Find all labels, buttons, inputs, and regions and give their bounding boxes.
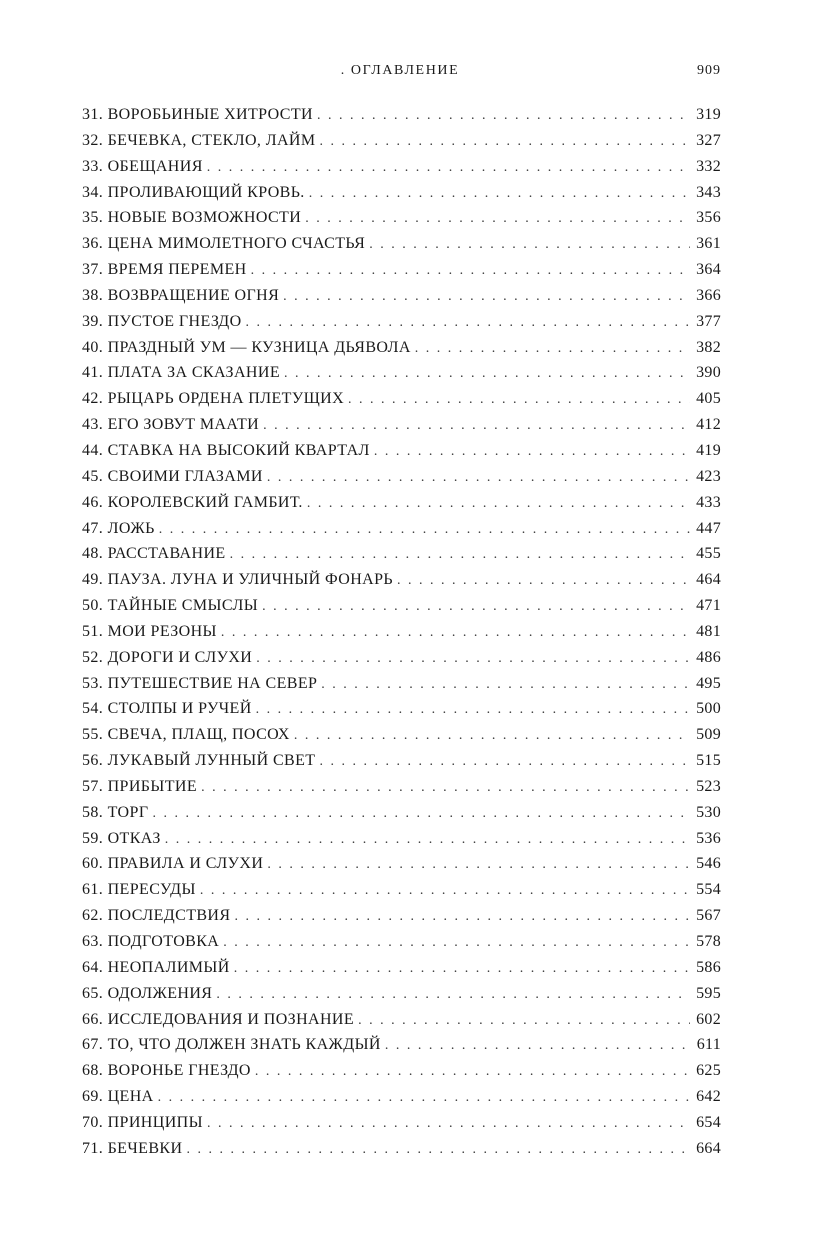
toc-entry[interactable]	[82, 877, 721, 903]
toc-entry[interactable]	[82, 360, 721, 386]
dot-leader	[234, 956, 690, 982]
toc-entry[interactable]	[82, 1032, 721, 1058]
toc-entry[interactable]	[82, 671, 721, 697]
toc-entry-page: 332	[696, 157, 721, 175]
toc-entry-page: 530	[696, 803, 721, 821]
toc-entry-title: 66. ИССЛЕДОВАНИЯ И ПОЗНАНИЕ	[82, 1010, 355, 1028]
toc-entry-page: 642	[696, 1088, 721, 1106]
dot-leader	[207, 155, 690, 181]
toc-entry[interactable]	[82, 800, 721, 826]
dot-leader	[348, 387, 690, 413]
toc-entry[interactable]	[82, 102, 721, 128]
toc-entry-title: 53. ПУТЕШЕСТВИЕ НА СЕВЕР	[82, 674, 318, 692]
toc-entry[interactable]	[82, 128, 721, 154]
toc-entry[interactable]	[82, 386, 721, 412]
page-number: 909	[697, 63, 721, 78]
dot-leader	[234, 904, 690, 930]
toc-entry-page: 664	[696, 1139, 721, 1157]
toc-entry-title: 45. СВОИМИ ГЛАЗАМИ	[82, 467, 263, 485]
toc-entry-title: 63. ПОДГОТОВКА	[82, 933, 220, 950]
toc-entry-page: 366	[696, 286, 721, 304]
dot-leader	[263, 413, 690, 439]
dot-leader	[284, 361, 690, 387]
toc-entry-title: 49. ПАУЗА. ЛУНА И УЛИЧНЫЙ ФОНАРЬ	[82, 571, 394, 589]
dot-leader	[267, 852, 690, 878]
dot-leader	[369, 232, 690, 258]
toc-entry-page: 486	[696, 648, 721, 666]
toc-entry[interactable]	[82, 1110, 721, 1136]
toc-entry-page: 625	[696, 1062, 721, 1080]
toc-entry-title: 36. ЦЕНА МИМОЛЕТНОГО СЧАСТЬЯ	[82, 235, 366, 253]
dot-leader	[221, 620, 690, 646]
dot-leader	[267, 465, 690, 491]
toc-entry[interactable]	[82, 1136, 721, 1162]
dot-leader	[255, 1059, 690, 1085]
toc-entry[interactable]	[82, 412, 721, 438]
toc-entry-title: 61. ПЕРЕСУДЫ	[82, 881, 196, 899]
dot-leader	[165, 827, 690, 853]
dot-leader	[397, 568, 690, 594]
toc-entry[interactable]	[82, 464, 721, 490]
toc-entry[interactable]	[82, 180, 721, 206]
dot-leader	[309, 181, 690, 207]
toc-entry[interactable]	[82, 722, 721, 748]
toc-entry[interactable]	[82, 1084, 721, 1110]
dot-leader	[223, 930, 690, 956]
dot-leader	[262, 594, 690, 620]
toc-entry-page: 423	[696, 467, 721, 485]
table-of-contents	[82, 102, 721, 1162]
toc-entry-title: 35. НОВЫЕ ВОЗМОЖНОСТИ	[82, 209, 302, 227]
toc-entry-title: 43. ЕГО ЗОВУТ МААТИ	[82, 416, 260, 434]
toc-entry-page: 602	[696, 1010, 721, 1028]
dot-leader	[158, 1085, 690, 1111]
dot-leader	[305, 206, 690, 232]
toc-entry-page: 586	[696, 958, 721, 976]
toc-entry-page: 361	[696, 235, 721, 253]
toc-entry[interactable]	[82, 231, 721, 257]
toc-entry[interactable]	[82, 696, 721, 722]
toc-entry-title: 52. ДОРОГИ И СЛУХИ	[82, 648, 253, 666]
dot-leader	[201, 775, 690, 801]
toc-entry[interactable]	[82, 335, 721, 361]
toc-entry-page: 578	[696, 933, 721, 950]
toc-entry-page: 377	[696, 312, 721, 330]
dot-leader	[307, 491, 690, 517]
toc-entry[interactable]	[82, 205, 721, 231]
toc-entry-title: 58. ТОРГ	[82, 803, 149, 821]
toc-entry[interactable]	[82, 309, 721, 335]
toc-entry-page: 515	[696, 752, 721, 770]
toc-entry-title: 31. ВОРОБЬИНЫЕ ХИТРОСТИ	[82, 106, 314, 123]
toc-entry-title: 68. ВОРОНЬЕ ГНЕЗДО	[82, 1062, 251, 1080]
toc-entry-title: 56. ЛУКАВЫЙ ЛУННЫЙ СВЕТ	[82, 752, 316, 770]
toc-entry-page: 356	[696, 209, 721, 227]
toc-entry[interactable]	[82, 1007, 721, 1033]
toc-entry[interactable]	[82, 516, 721, 542]
toc-entry[interactable]	[82, 593, 721, 619]
toc-entry[interactable]	[82, 826, 721, 852]
toc-entry[interactable]	[82, 541, 721, 567]
dot-leader	[415, 336, 690, 362]
toc-entry[interactable]	[82, 619, 721, 645]
dot-leader	[186, 1137, 690, 1163]
toc-entry-page: 405	[696, 390, 721, 408]
toc-entry-page: 471	[696, 597, 721, 615]
toc-entry-page: 364	[696, 261, 721, 279]
toc-entry-page: 546	[696, 855, 721, 873]
dot-leader	[159, 517, 690, 543]
toc-entry-title: 69. ЦЕНА	[82, 1088, 154, 1106]
dot-leader	[246, 310, 691, 336]
toc-entry[interactable]	[82, 154, 721, 180]
toc-entry-title: 46. КОРОЛЕВСКИЙ ГАМБИТ.	[82, 493, 303, 511]
toc-entry-title: 47. ЛОЖЬ	[82, 519, 155, 537]
toc-entry-title: 48. РАССТАВАНИЕ	[82, 545, 226, 563]
toc-entry-page: 412	[696, 416, 721, 434]
toc-entry-title: 65. ОДОЛЖЕНИЯ	[82, 984, 213, 1002]
page-title: . ОГЛАВЛЕНИЕ	[340, 63, 460, 78]
toc-entry-title: 59. ОТКАЗ	[82, 829, 161, 847]
toc-entry[interactable]	[82, 851, 721, 877]
toc-entry-title: 39. ПУСТОЕ ГНЕЗДО	[82, 312, 242, 330]
dot-leader	[358, 1008, 690, 1034]
toc-entry-title: 60. ПРАВИЛА И СЛУХИ	[82, 855, 264, 873]
dot-leader	[317, 103, 690, 129]
toc-entry-page: 319	[696, 106, 721, 123]
toc-entry-page: 536	[696, 829, 721, 847]
toc-entry-page: 500	[696, 700, 721, 718]
toc-entry-page: 595	[696, 984, 721, 1002]
toc-entry-page: 495	[696, 674, 721, 692]
dot-leader	[207, 1111, 690, 1137]
toc-entry-page: 523	[696, 777, 721, 795]
toc-entry[interactable]	[82, 774, 721, 800]
toc-entry-page: 554	[696, 881, 721, 899]
toc-entry-title: 37. ВРЕМЯ ПЕРЕМЕН	[82, 261, 247, 279]
toc-entry-page: 654	[696, 1113, 721, 1131]
dot-leader	[321, 672, 690, 698]
toc-entry-title: 40. ПРАЗДНЫЙ УМ — КУЗНИЦА ДЬЯВОЛА	[82, 338, 411, 356]
toc-entry-page: 327	[696, 131, 721, 149]
dot-leader	[385, 1033, 691, 1059]
toc-entry-title: 38. ВОЗВРАЩЕНИЕ ОГНЯ	[82, 286, 280, 304]
dot-leader	[294, 723, 690, 749]
toc-entry-title: 55. СВЕЧА, ПЛАЩ, ПОСОХ	[82, 726, 290, 744]
toc-entry[interactable]	[82, 283, 721, 309]
dot-leader	[200, 878, 690, 904]
toc-entry-page: 447	[696, 519, 721, 537]
toc-entry[interactable]	[82, 748, 721, 774]
dot-leader	[256, 697, 690, 723]
toc-entry-title: 34. ПРОЛИВАЮЩИЙ КРОВЬ.	[82, 183, 305, 201]
toc-entry-title: 70. ПРИНЦИПЫ	[82, 1113, 203, 1131]
toc-entry-title: 41. ПЛАТА ЗА СКАЗАНИЕ	[82, 364, 281, 382]
toc-entry-page: 419	[696, 441, 721, 459]
toc-entry[interactable]	[82, 929, 721, 955]
toc-entry[interactable]	[82, 903, 721, 929]
toc-entry[interactable]	[82, 955, 721, 981]
toc-entry-page: 611	[696, 1036, 721, 1054]
toc-entry-page: 509	[696, 726, 721, 744]
toc-entry-page: 455	[696, 545, 721, 563]
dot-leader	[320, 129, 691, 155]
toc-entry-page: 433	[696, 493, 721, 511]
toc-entry-page: 382	[696, 338, 721, 356]
toc-entry[interactable]	[82, 438, 721, 464]
toc-entry-title: 32. БЕЧЕВКА, СТЕКЛО, ЛАЙМ	[82, 131, 316, 149]
dot-leader	[230, 542, 691, 568]
dot-leader	[374, 439, 690, 465]
toc-entry-title: 71. БЕЧЕВКИ	[82, 1139, 183, 1157]
toc-entry-title: 67. ТО, ЧТО ДОЛЖЕН ЗНАТЬ КАЖДЫЙ	[82, 1036, 381, 1054]
toc-entry[interactable]	[82, 981, 721, 1007]
toc-entry-page: 481	[696, 622, 721, 640]
toc-entry[interactable]	[82, 257, 721, 283]
toc-entry-title: 57. ПРИБЫТИЕ	[82, 777, 198, 795]
toc-entry-title: 54. СТОЛПЫ И РУЧЕЙ	[82, 700, 252, 718]
toc-entry-title: 50. ТАЙНЫЕ СМЫСЛЫ	[82, 597, 259, 615]
toc-entry-page: 343	[696, 183, 721, 201]
toc-entry[interactable]	[82, 490, 721, 516]
toc-entry[interactable]	[82, 1058, 721, 1084]
toc-entry-page: 567	[696, 907, 721, 925]
dot-leader	[256, 646, 690, 672]
toc-entry-title: 33. ОБЕЩАНИЯ	[82, 157, 203, 175]
toc-entry-title: 62. ПОСЛЕДСТВИЯ	[82, 907, 231, 925]
toc-entry-title: 64. НЕОПАЛИМЫЙ	[82, 958, 230, 976]
dot-leader	[319, 749, 690, 775]
toc-entry-title: 44. СТАВКА НА ВЫСОКИЙ КВАРТАЛ	[82, 441, 370, 459]
dot-leader	[152, 801, 690, 827]
toc-entry[interactable]	[82, 567, 721, 593]
dot-leader	[283, 284, 690, 310]
toc-entry-title: 42. РЫЦАРЬ ОРДЕНА ПЛЕТУЩИХ	[82, 390, 345, 408]
toc-entry-page: 464	[696, 571, 721, 589]
toc-entry-title: 51. МОИ РЕЗОНЫ	[82, 622, 217, 640]
toc-entry[interactable]	[82, 645, 721, 671]
dot-leader	[251, 258, 690, 284]
toc-entry-page: 390	[696, 364, 721, 382]
running-head	[0, 60, 815, 82]
dot-leader	[216, 982, 690, 1008]
